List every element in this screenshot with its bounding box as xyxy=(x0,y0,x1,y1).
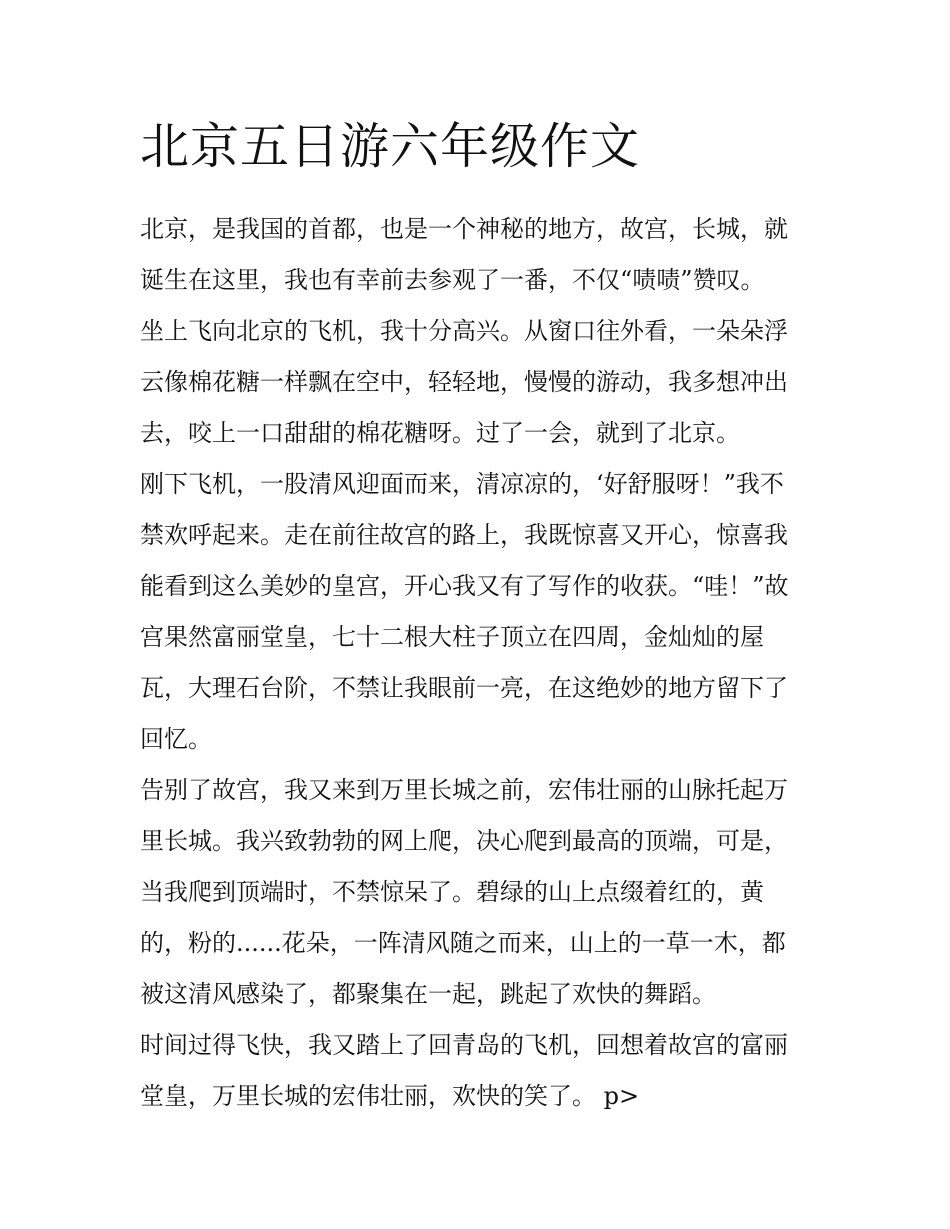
text-line: 诞生在这里，我也有幸前去参观了一番，不仅“啧啧”赞叹。 xyxy=(140,266,765,294)
text-line: 坐上飞向北京的飞机，我十分高兴。从窗口往外看，一朵朵浮 xyxy=(140,317,788,345)
text-line: 当我爬到顶端时，不禁惊呆了。碧绿的山上点缀着红的，黄 xyxy=(140,878,764,906)
text-line: 时间过得飞快，我又踏上了回青岛的飞机，回想着故宫的富丽 xyxy=(140,1031,788,1059)
text-line: 被这清风感染了，都聚集在一起，跳起了欢快的舞蹈。 xyxy=(140,980,716,1008)
document-body xyxy=(140,204,815,1122)
text-line: 宫果然富丽堂皇，七十二根大柱子顶立在四周，金灿灿的屋 xyxy=(140,623,764,651)
text-line: 回忆。 xyxy=(140,725,212,753)
text-line: 云像棉花糖一样飘在空中，轻轻地，慢慢的游动，我多想冲出 xyxy=(140,368,788,396)
text-line: 里长城。我兴致勃勃的网上爬，决心爬到最高的顶端，可是， xyxy=(140,827,788,855)
text-line: 能看到这么美妙的皇宫，开心我又有了写作的收获。“哇！”故 xyxy=(140,572,789,600)
text-line: 瓦，大理石台阶，不禁让我眼前一亮，在这绝妙的地方留下了 xyxy=(140,674,788,702)
text-line: 堂皇，万里长城的宏伟壮丽，欢快的笑了。 p> xyxy=(140,1082,640,1110)
text-line: 禁欢呼起来。走在前往故宫的路上，我既惊喜又开心，惊喜我 xyxy=(140,521,788,549)
text-line: 告别了故宫，我又来到万里长城之前，宏伟壮丽的山脉托起万 xyxy=(140,776,788,804)
document-page xyxy=(140,112,815,1122)
text-line: 的，粉的......花朵，一阵清风随之而来，山上的一草一木，都 xyxy=(140,929,786,957)
text-line: 北京，是我国的首都，也是一个神秘的地方，故宫，长城，就 xyxy=(140,215,788,243)
text-line: 去，咬上一口甜甜的棉花糖呀。过了一会，就到了北京。 xyxy=(140,419,740,447)
text-line: 刚下飞机，一股清风迎面而来，清凉凉的，‘好舒服呀！”我不 xyxy=(140,470,784,498)
document-title: 北京五日游六年级作文 xyxy=(140,118,641,175)
